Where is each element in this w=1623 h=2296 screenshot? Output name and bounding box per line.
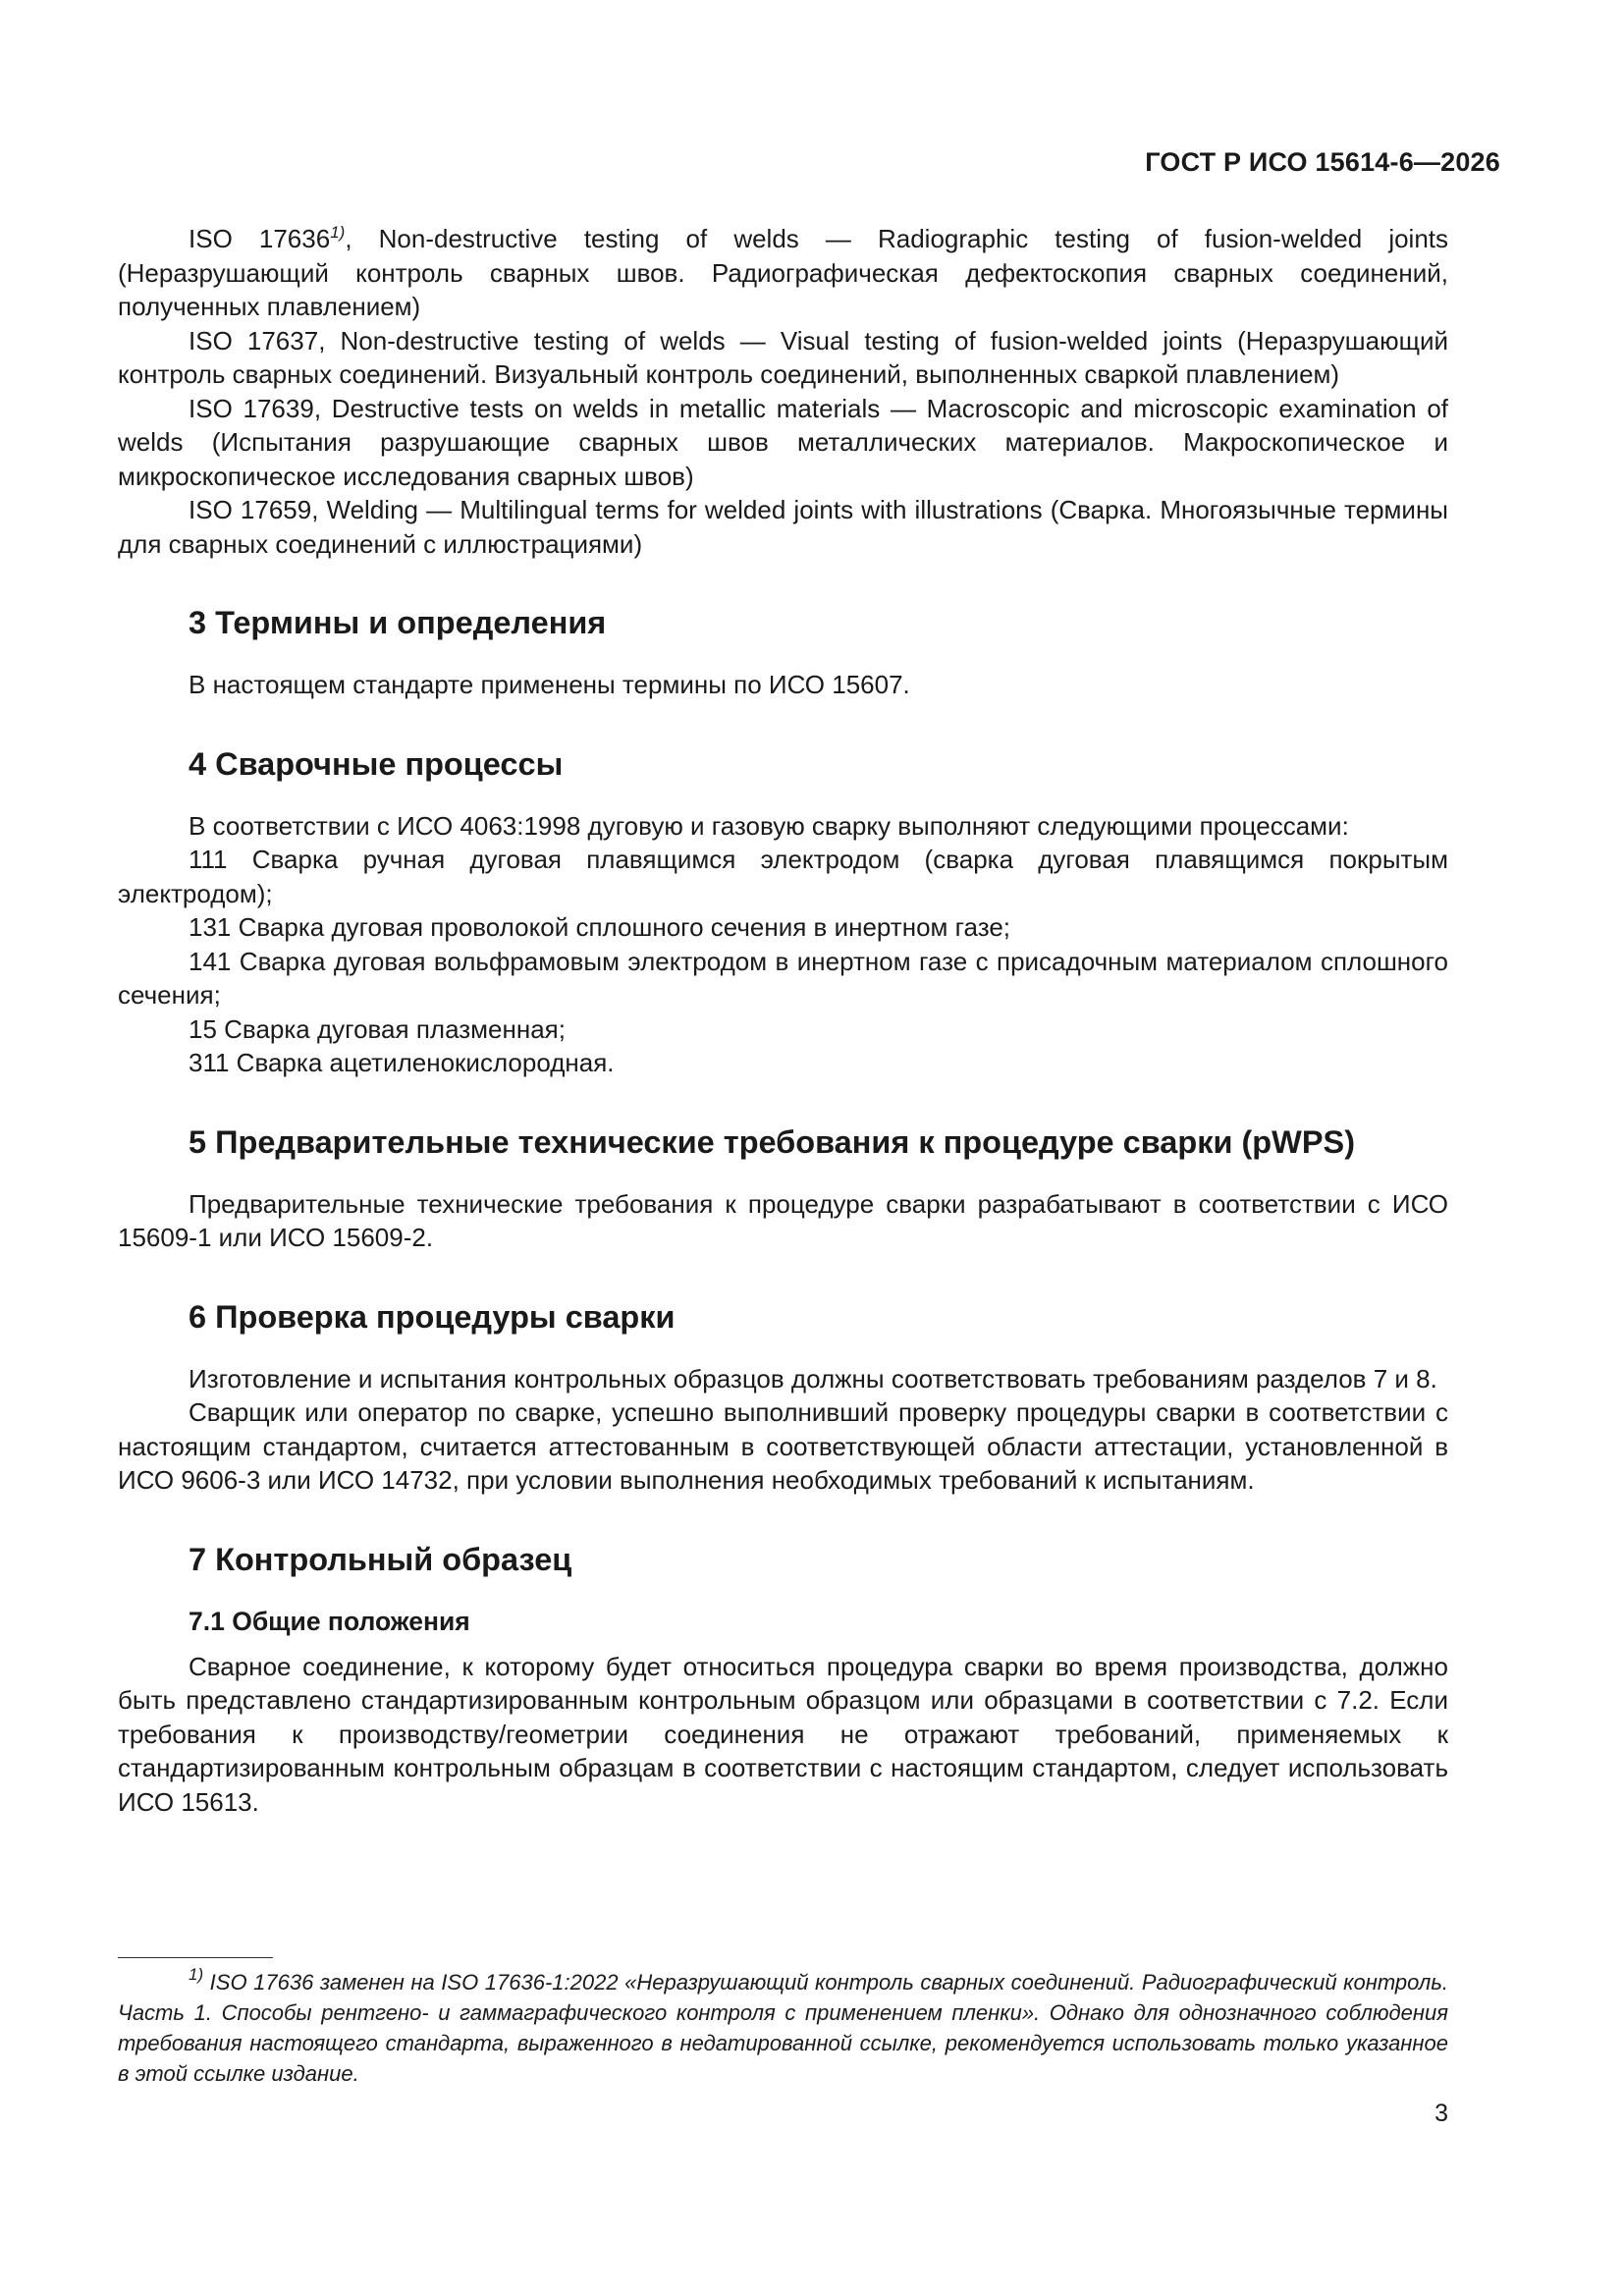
section-6-paragraph: Изготовление и испытания контрольных образцов должны соответствовать требованиям разделов 7 и 8.: [189, 1363, 1437, 1394]
standard-code-header: ГОСТ Р ИСО 15614-6—2026: [1145, 147, 1500, 177]
page-content: [118, 222, 1448, 1819]
section-7-heading: 7 Контрольный образец: [189, 1541, 572, 1577]
footnote: [118, 1964, 1448, 2089]
reference-item: [118, 493, 1448, 561]
footnote-divider: [118, 1957, 273, 1958]
reference-title: , Welding — Multilingual terms for welded joints with illustrations (Сварка. Многоязычные термины для сварных соединений с иллюстрациями): [118, 495, 1448, 559]
section-7-1-paragraph: Сварное соединение, к которому будет относиться процедура сварки во время производства, должно быть представлено стандартизированным контрольным образцом или образцами в соответствии с 7.2. Если требования к производству/геометрии соединения не отражают требований, применяемых к стандартизированным контрольным образцам в соответствии с настоящим стандартом, следует использовать ИСО 15613.: [118, 1651, 1448, 1817]
reference-code: ISO 17639: [189, 393, 314, 423]
reference-item: [118, 324, 1448, 392]
footnote-mark[interactable]: 1): [330, 222, 346, 242]
process-item: 311 Сварка ацетиленокислородная.: [189, 1048, 615, 1077]
footnote-body: ISO 17636 заменен на ISO 17636-1:2022 «Неразрушающий контроль сварных соединений. Радиографический контроль. Часть 1. Способы рентгено- и гаммаграфического контроля с применением пленки». Однако для однозначного соблюдения требования настоящего стандарта, выраженного в недатированной ссылке, рекомендуется использовать только указанное в этой ссылке издание.: [118, 1970, 1448, 2086]
section-6-heading: 6 Проверка процедуры сварки: [189, 1298, 676, 1335]
reference-item: [118, 392, 1448, 494]
reference-code: ISO 17637: [189, 325, 319, 355]
section-3-paragraph: В настоящем стандарте применены термины по ИСО 15607.: [189, 670, 910, 699]
section-6-paragraph: Сварщик или оператор по сварке, успешно выполнивший проверку процедуры сварки в соответствии с настоящим стандартом, считается аттестованным в соответствующей области аттестации, установленной в ИСО 9606-3 или ИСО 14732, при условии выполнения необходимых требований к испытаниям.: [118, 1397, 1448, 1495]
section-5-paragraph: Предварительные технические требования к процедуре сварки разрабатывают в соответствии с ИСО 15609-1 или ИСО 15609-2.: [118, 1188, 1448, 1252]
process-item: 111 Сварка ручная дуговая плавящимся электродом (сварка дуговая плавящимся покрытым электродом);: [118, 845, 1448, 908]
page-number: 3: [1434, 2100, 1448, 2127]
section-4-intro: В соответствии с ИСО 4063:1998 дуговую и газовую сварку выполняют следующими процессами:: [189, 810, 1349, 841]
normative-references-list: [118, 222, 1448, 561]
process-item: 15 Сварка дуговая плазменная;: [189, 1013, 566, 1044]
subsection-7-1-heading: 7.1 Общие положения: [189, 1606, 470, 1636]
reference-code: ISO 17659: [189, 495, 312, 524]
section-3-heading: 3 Термины и определения: [189, 605, 607, 640]
reference-item: [118, 222, 1448, 324]
reference-title: , Non-destructive testing of welds — Visual testing of fusion-welded joints (Неразрушающий контроль сварных соединений. Визуальный контроль соединений, выполненных сваркой плавлением): [118, 325, 1449, 389]
process-item: 141 Сварка дуговая вольфрамовым электродом в инертном газе с присадочным материалом сплошного сечения;: [118, 946, 1448, 1010]
section-5-heading: 5 Предварительные технические требования к процедуре сварки (pWPS): [189, 1123, 1356, 1160]
reference-code: ISO 17636: [189, 224, 331, 253]
reference-title: , Non-destructive testing of welds — Radiographic testing of fusion-welded joints (Неразрушающий контроль сварных швов. Радиографическая дефектоскопия сварных соединений, полученных плавлением): [118, 224, 1449, 321]
welding-process-list: [118, 843, 1448, 1080]
section-4-heading: 4 Сварочные процессы: [189, 745, 564, 782]
footnote-text: [118, 1964, 1448, 2089]
process-item: 131 Сварка дуговая проволокой сплошного сечения в инертном газе;: [189, 912, 1011, 942]
reference-title: , Destructive tests on welds in metallic materials — Macroscopic and microscopic examination of welds (Испытания разрушающие сварных швов металлических материалов. Макроскопическое и микроскопическое исследования сварных швов): [118, 393, 1449, 491]
footnote-mark: 1): [189, 1964, 204, 1984]
